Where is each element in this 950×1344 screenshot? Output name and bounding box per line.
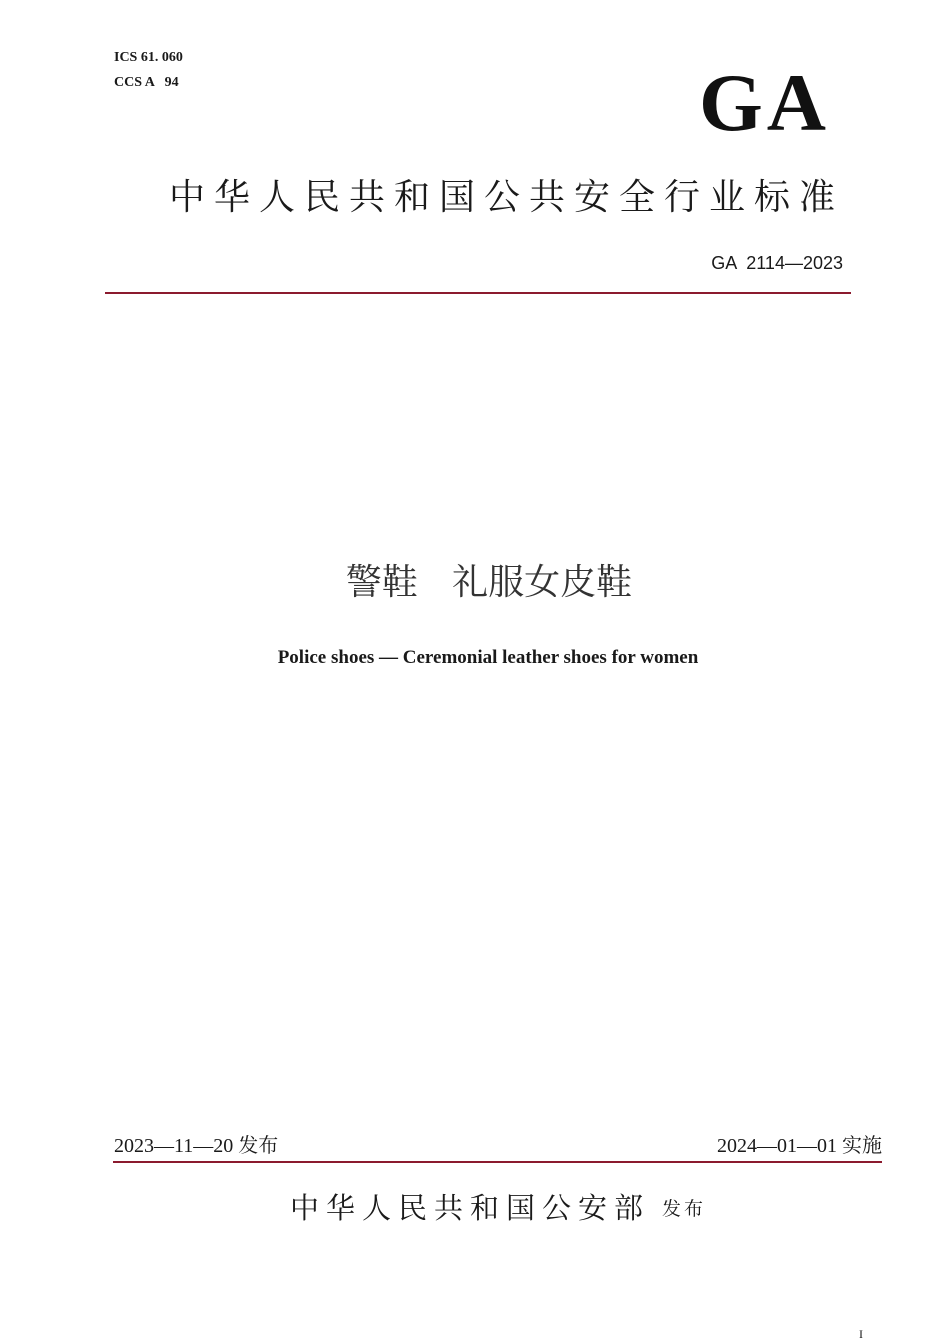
issue-date: 2023—11—20 发布 <box>114 1135 279 1157</box>
bottom-divider <box>113 1161 882 1163</box>
ccs-code: CCS A 94 <box>114 75 179 90</box>
issuer-line <box>0 1190 950 1227</box>
document-title-en: Police shoes — Ceremonial leather shoes for women <box>277 647 699 668</box>
top-divider <box>105 292 851 294</box>
standard-category-title: 中华人民共和国公共安全行业标准 <box>168 177 844 218</box>
standard-number: GA 2114—2023 <box>711 253 843 273</box>
implementation-date: 2024—01—01 实施 <box>717 1135 882 1157</box>
issuer-name: 中华人民共和国公安部 <box>289 1191 650 1225</box>
document-title-cn: 警鞋 礼服女皮鞋 <box>345 562 633 603</box>
ga-logo: GA <box>699 57 830 148</box>
ics-code: ICS 61. 060 <box>114 50 183 65</box>
issuer-suffix: 发布 <box>662 1198 707 1220</box>
page-number: I <box>859 1327 863 1341</box>
